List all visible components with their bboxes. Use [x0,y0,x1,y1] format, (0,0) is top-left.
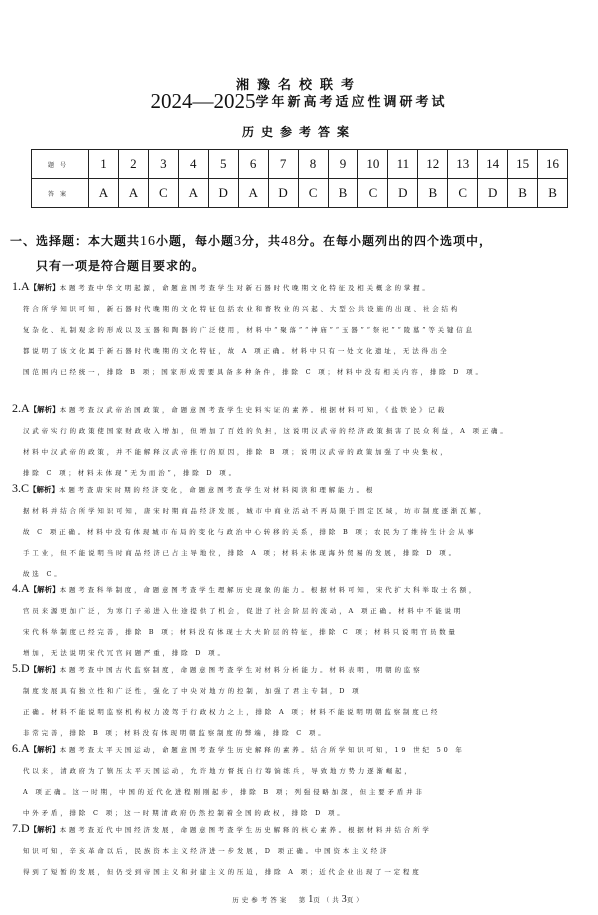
question-number-cell: 3 [148,150,178,179]
question-number-cell: 6 [238,150,268,179]
analysis-line [12,578,584,601]
analysis-text: 复杂化、礼制观念的形成以及玉器和陶器的广泛使用，材料中“聚落”“神庙”“玉器”“祭祀”“陵墓”等关键信息 [23,326,475,334]
analysis-text: 据材料并结合所学知识可知，唐宋时期商品经济发展，城市中商业活动不再局限于固定区域，坊市制度逐渐瓦解， [23,507,488,515]
answer-cell: A [238,179,268,208]
section-heading-line1: 一、选择题：本大题共16小题，每小题3分，共48分。在每小题列出的四个选项中， [10,234,493,249]
question-analysis [12,478,584,585]
answer-cell: D [208,179,238,208]
analysis-text: 本题考查唐宋时期的经济变化，命题意图考查学生对材料阅读和理解能力。根 [59,486,376,494]
analysis-line [12,522,584,543]
answer-table [31,149,568,208]
analysis-text: 都说明了该文化属于新石器时代晚期的文化特征，故 A 项正确。材料中只有一处文化遗址，无法得出全 [23,347,450,355]
question-number-cell: 8 [298,150,328,179]
answer-cell: D [388,179,418,208]
answer-table-number-row [32,150,568,179]
question-number-cell: 13 [448,150,478,179]
analysis-line [12,299,584,320]
analysis-text: 故选 C。 [23,570,64,578]
question-analysis [12,818,584,883]
question-answer-label: 7.D [12,821,30,835]
question-analysis [12,276,584,383]
analysis-line [12,421,584,442]
analysis-text: 本题考查中华文明起源，命题意图考查学生对新石器时代晚期文化特征及相关概念的掌握。 [59,284,432,292]
analysis-line [12,738,584,761]
analysis-text: 材料中汉武帝的政策，并不能解释汉武帝推行的原因，排除 B 项；说明汉武帝的政策加强了中央集权， [23,448,450,456]
analysis-line [12,478,584,501]
question-number-cell: 16 [538,150,568,179]
question-analysis [12,578,584,664]
analysis-line [12,320,584,341]
analysis-text: 本题考查太平天国运动，命题意图考查学生历史解释的素养。结合所学知识可知，19 世纪 50 年 [59,746,465,754]
analysis-text: 增加，无法说明宋代冗官问题严重，排除 D 项。 [23,649,227,657]
answer-cell: C [148,179,178,208]
analysis-line [12,782,584,803]
subject-title: 历史参考答案 [241,125,356,139]
analysis-line [12,442,584,463]
exam-title [0,89,598,114]
analysis-line [12,501,584,522]
analysis-text: 官员来源更加广泛，为寒门子弟进入仕途提供了机会，促进了社会阶层的流动，A 项正确。材料中不能说明 [23,607,464,615]
analysis-text: 国范围内已经统一，排除 B 项；国家形成需要具备多种条件，排除 C 项；材料中没有相关内容，排除 D 项。 [23,368,485,376]
analysis-text: 非常完善，排除 B 项；材料没有体现明朝监察制度的弊端，排除 C 项。 [23,729,328,737]
analysis-text: 本题考查科举制度，命题意图考查学生理解历史现象的能力。根据材料可知，宋代扩大科举取士名额， [59,586,479,594]
analysis-text: 中外矛盾，排除 C 项；这一时期清政府仍然控制着全国的政权，排除 D 项。 [23,809,347,817]
analysis-line [12,702,584,723]
question-answer-label: 3.C [12,481,30,495]
analysis-tag: 【解析】 [29,665,60,674]
question-analysis [12,398,584,484]
answer-cell: C [298,179,328,208]
answer-table-answer-row [32,179,568,208]
analysis-text: 汉武帝实行的政策使国家财政收入增加，但增加了百姓的负担，这说明汉武帝的经济政策损害了民众利益，A 项正确。 [23,427,510,435]
analysis-tag: 【解析】 [29,283,60,292]
analysis-line [12,362,584,383]
answer-cell: C [448,179,478,208]
analysis-text: 代以来，清政府为了镇压太平天国运动，允许地方督抚自行筹饷练兵，导致地方势力逐渐崛起， [23,767,414,775]
analysis-text: 宋代科举制度已经完善，排除 B 项；材料没有体现士大夫阶层的特征，排除 C 项；材料只说明官员数量 [23,628,458,636]
question-analysis [12,738,584,824]
question-answer-label: 4.A [12,581,30,595]
analysis-text: 符合所学知识可知，新石器时代晚期的文化特征包括农业和畜牧业的兴起、大型公共设施的出现、社会结构 [23,305,461,313]
analysis-line [12,543,584,564]
analysis-line [12,601,584,622]
analysis-tag: 【解析】 [29,585,60,594]
page-footer: 历史参考答案 第1页（共3页） [232,894,366,905]
analysis-text: 排除 C 项；材料未体现“无为而治”，排除 D 项。 [23,469,238,477]
answer-cell: B [328,179,358,208]
answer-cell: A [178,179,208,208]
analysis-text: 本题考查中国古代监察制度，命题意图考查学生对材料分析能力。材料表明，明朝的监察 [59,666,423,674]
question-number-cell: 14 [478,150,508,179]
answer-cell: B [538,179,568,208]
question-analysis [12,658,584,744]
analysis-line [12,658,584,681]
analysis-line [12,622,584,643]
analysis-text: 手工业，但不能说明当时商品经济已占主导地位，排除 A 项；材料未体现海外贸易的发展，排除 D 项。 [23,549,458,557]
section-heading-line2: 只有一项是符合题目要求的。 [36,259,206,273]
analysis-tag: 【解析】 [29,825,60,834]
question-number-cell: 11 [388,150,418,179]
answer-cell: D [478,179,508,208]
question-answer-label: 1.A [12,279,30,293]
analysis-line [12,761,584,782]
question-answer-label: 6.A [12,741,30,755]
analysis-text: 正确。材料不能说明监察机构权力凌驾于行政权力之上，排除 A 项；材料不能说明明朝监察制度已经 [23,708,441,716]
analysis-line [12,841,584,862]
question-number-cell: 2 [118,150,148,179]
question-number-cell: 1 [89,150,119,179]
answer-cell: A [118,179,148,208]
question-answer-label: 2.A [12,401,30,415]
analysis-line [12,681,584,702]
analysis-text: 制度发展具有独立性和广泛性，强化了中央对地方的控制，加强了君主专制，D 项 [23,687,362,695]
row-label-answer: 答案 [32,179,89,208]
answer-cell: A [89,179,119,208]
analysis-line [12,862,584,883]
question-number-cell: 7 [268,150,298,179]
analysis-text: 本题考查近代中国经济发展，命题意图考查学生历史解释的核心素养。根据材料并结合所学 [59,826,432,834]
question-number-cell: 9 [328,150,358,179]
row-label-number: 题号 [32,150,89,179]
question-number-cell: 10 [358,150,388,179]
question-number-cell: 5 [208,150,238,179]
analysis-line [12,818,584,841]
answer-cell: C [358,179,388,208]
analysis-tag: 【解析】 [29,405,60,414]
question-answer-label: 5.D [12,661,30,675]
analysis-line [12,341,584,362]
question-number-cell: 12 [418,150,448,179]
answer-cell: B [418,179,448,208]
question-number-cell: 15 [508,150,538,179]
analysis-text: A 项正确。这一时期，中国的近代化进程刚刚起步，排除 B 项；列强侵略加深，但主要矛盾并非 [23,788,425,796]
analysis-text: 知识可知，辛亥革命以后，民族资本主义经济进一步发展，D 项正确。中国资本主义经济 [23,847,390,855]
section-heading [10,229,588,279]
analysis-text: 故 C 项正确。材料中没有体现城市布局的变化与政治中心转移的关系，排除 B 项；农民为了维持生计会从事 [23,528,477,536]
analysis-line [12,398,584,421]
analysis-tag: 【解析】 [29,745,60,754]
answer-cell: D [268,179,298,208]
analysis-text: 本题考查汉武帝治国政策，命题意图考查学生史料实证的素养。根据材料可知，《盐铁论》记载 [59,406,448,414]
answer-cell: B [508,179,538,208]
exam-org-title: 湘豫名校联考 [235,78,362,93]
analysis-text: 得到了短暂的发展，但仍受到帝国主义和封建主义的压迫，排除 A 项；近代企业出现了一定程度 [23,868,422,876]
analysis-tag: 【解析】 [29,485,60,494]
question-number-cell: 4 [178,150,208,179]
analysis-line [12,276,584,299]
school-year: 2024—2025 [150,89,256,113]
exam-title-text: 学年新高考适应性调研考试 [255,95,448,110]
